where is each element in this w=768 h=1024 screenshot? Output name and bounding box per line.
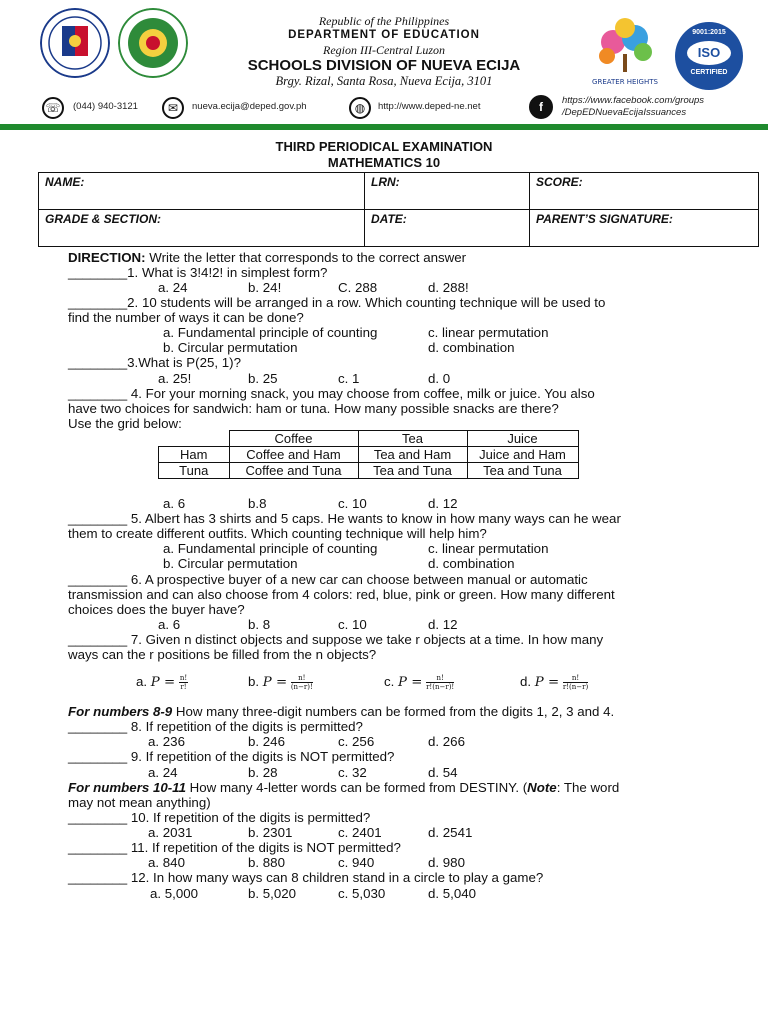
exam-subject: MATHEMATICS 10	[327, 155, 441, 170]
question-5-line1: ________ 5. Albert has 3 shirts and 5 caps. He wants to know in how many ways can he wear	[68, 511, 621, 526]
grid-header-juice: Juice	[467, 431, 578, 447]
q4-choice-a: a. 6	[163, 496, 186, 511]
q11-choice-d: d. 980	[428, 855, 465, 870]
q6-choice-c: c. 10	[338, 617, 367, 632]
student-info-table	[38, 172, 759, 247]
question-11: ________ 11. If repetition of the digits is NOT permitted?	[68, 840, 401, 855]
q8-choice-a: a. 236	[148, 734, 185, 749]
q9-choice-b: b. 28	[248, 765, 278, 780]
header-divider	[0, 124, 768, 130]
q7-choice-d	[520, 674, 588, 691]
greater-heights-logo	[583, 14, 667, 94]
grid-cell: Juice and Ham	[467, 447, 578, 463]
q4-choice-b: b.8	[248, 496, 267, 511]
set-10-11-text2: : The word	[556, 780, 620, 795]
grid-cell: Tuna	[159, 463, 230, 479]
q1-choice-a: a. 24	[158, 280, 188, 295]
q3-choice-a: a. 25!	[158, 371, 192, 386]
q5-choice-d: d. combination	[428, 556, 515, 571]
iso-certified: CERTIFIED	[690, 69, 728, 76]
q5-choice-c: c. linear permutation	[428, 541, 549, 556]
header-region: Region III-Central Luzon	[323, 43, 445, 57]
facebook-link-line2[interactable]: /DepEDNuevaEcijaIssuances	[562, 107, 687, 118]
set-10-11-text: How many 4-letter words can be formed from DESTINY. (	[185, 780, 528, 795]
q12-choice-a: a. 5,000	[150, 886, 199, 901]
iso-mark: ISO	[687, 41, 731, 65]
grid-cell: Tea and Tuna	[467, 463, 578, 479]
q7-c-label: c.	[384, 674, 395, 690]
globe-icon: ◍	[349, 97, 371, 119]
date-field[interactable]: DATE:	[365, 210, 530, 247]
phone-icon: ☏	[42, 97, 64, 119]
question-5-line2: them to create different outfits. Which counting technique will help him?	[68, 526, 487, 541]
q12-choice-d: d. 5,040	[428, 886, 477, 901]
exam-title: THIRD PERIODICAL EXAMINATION	[275, 139, 493, 154]
question-10: ________ 10. If repetition of the digits is permitted?	[68, 810, 371, 825]
q2-choice-a: a. Fundamental principle of counting	[163, 325, 378, 340]
q12-choice-b: b. 5,020	[248, 886, 297, 901]
question-2-line2: find the number of ways it can be done?	[68, 310, 304, 325]
q7-b-den: (n−r)!	[290, 683, 313, 691]
grid-cell: Tea and Tuna	[358, 463, 467, 479]
grid-cell: Tea and Ham	[358, 447, 467, 463]
name-field[interactable]: NAME:	[39, 173, 365, 210]
q3-choice-b: b. 25	[248, 371, 278, 386]
q3-choice-c: c. 1	[338, 371, 360, 386]
question-12: ________ 12. In how many ways can 8 children stand in a circle to play a game?	[68, 870, 544, 885]
q7-b-fraction	[291, 674, 313, 691]
set-10-11-note: Note	[527, 780, 557, 795]
q10-choice-a: a. 2031	[148, 825, 193, 840]
q8-choice-c: c. 256	[338, 734, 375, 749]
set-8-9-text: How many three-digit numbers can be formed from the digits 1, 2, 3 and 4.	[172, 704, 615, 719]
website-link[interactable]: http://www.deped-ne.net	[378, 101, 481, 112]
header-department: DEPARTMENT OF EDUCATION	[288, 29, 480, 41]
grid-cell: Coffee and Tuna	[229, 463, 358, 479]
facebook-link-line1[interactable]: https://www.facebook.com/groups	[562, 95, 705, 106]
q7-b-label: b.	[248, 674, 260, 690]
q7-d-num: n!	[563, 674, 588, 683]
q7-c-num: n!	[426, 674, 454, 683]
grid-header-tea: Tea	[358, 431, 467, 447]
q6-choice-a: a. 6	[158, 617, 181, 632]
q7-a-label: a.	[136, 674, 148, 690]
q7-choice-c	[384, 674, 454, 691]
q7-c-p: P =	[398, 675, 423, 691]
question-1: ________1. What is 3!4!2! in simplest form?	[68, 265, 328, 280]
iso-certified-logo	[675, 22, 743, 90]
header-republic: Republic of the Philippines	[318, 14, 450, 28]
q12-choice-c: c. 5,030	[338, 886, 386, 901]
question-6-line2: transmission and can also choose from 4 colors: red, blue, pink or green. How many different	[68, 587, 615, 602]
phone-number: (044) 940-3121	[73, 101, 138, 112]
set-8-9-instruction	[68, 704, 614, 719]
question-8: ________ 8. If repetition of the digits is permitted?	[68, 719, 363, 734]
q7-c-den: r!(n−r)!	[426, 683, 455, 691]
q9-choice-a: a. 24	[148, 765, 178, 780]
q7-a-p: P =	[150, 675, 176, 691]
q2-choice-d: d. combination	[428, 340, 515, 355]
q8-choice-b: b. 246	[248, 734, 285, 749]
grade-section-field[interactable]: GRADE & SECTION:	[39, 210, 365, 247]
q4-choice-c: c. 10	[338, 496, 367, 511]
q10-choice-b: b. 2301	[248, 825, 293, 840]
question-9: ________ 9. If repetition of the digits is NOT permitted?	[68, 749, 395, 764]
set-10-11-label: For numbers 10-11	[68, 780, 186, 795]
question-4-line3: Use the grid below:	[68, 416, 182, 431]
question-6-line1: ________ 6. A prospective buyer of a new car can choose between manual or automatic	[68, 572, 588, 587]
q5-choice-a: a. Fundamental principle of counting	[163, 541, 378, 556]
q11-choice-b: b. 880	[248, 855, 285, 870]
svg-text:GREATER HEIGHTS: GREATER HEIGHTS	[592, 78, 658, 86]
question-3: ________3.What is P(25, 1)?	[68, 355, 241, 370]
q7-d-label: d.	[520, 674, 532, 690]
q1-choice-c: C. 288	[338, 280, 378, 295]
question-6-line3: choices does the buyer have?	[68, 602, 245, 617]
question-7-line2: ways can the r positions be filled from the n objects?	[68, 647, 377, 662]
q8-choice-d: d. 266	[428, 734, 465, 749]
q7-a-num: n!	[179, 674, 188, 682]
set-10-11-instruction	[68, 780, 619, 795]
q7-a-fraction	[179, 674, 188, 691]
question-4-line1: ________ 4. For your morning snack, you may choose from coffee, milk or juice. You also	[68, 386, 595, 401]
question-2-line1: ________2. 10 students will be arranged in a row. Which counting technique will be used to	[68, 295, 606, 310]
q6-choice-b: b. 8	[248, 617, 271, 632]
q7-d-p: P =	[534, 675, 560, 691]
q7-b-p: P =	[262, 675, 288, 691]
grid-cell: Ham	[159, 447, 230, 463]
header-division: SCHOOLS DIVISION OF NUEVA ECIJA	[247, 57, 521, 74]
q9-choice-c: c. 32	[338, 765, 367, 780]
grid-corner	[159, 431, 230, 447]
q3-choice-d: d. 0	[428, 371, 451, 386]
direction	[68, 250, 466, 265]
snack-grid-table	[158, 430, 579, 479]
q10-choice-c: c. 2401	[338, 825, 382, 840]
iso-standard: 9001:2015	[692, 29, 726, 36]
score-field[interactable]: SCORE:	[530, 173, 759, 210]
parent-signature-field[interactable]: PARENT’S SIGNATURE:	[530, 210, 759, 247]
q7-choice-a	[136, 674, 188, 691]
question-4-line2: have two choices for sandwich: ham or tuna. How many possible snacks are there?	[68, 401, 559, 416]
q9-choice-d: d. 54	[428, 765, 458, 780]
direction-label: DIRECTION:	[68, 250, 146, 265]
q1-choice-b: b. 24!	[248, 280, 282, 295]
q7-d-den: r!(n−r)	[562, 683, 589, 691]
q7-choice-b	[248, 674, 313, 691]
q11-choice-a: a. 840	[148, 855, 185, 870]
q2-choice-c: c. linear permutation	[428, 325, 549, 340]
q4-choice-d: d. 12	[428, 496, 458, 511]
grid-cell: Coffee and Ham	[229, 447, 358, 463]
grid-header-coffee: Coffee	[229, 431, 358, 447]
question-7-line1: ________ 7. Given n distinct objects and suppose we take r objects at a time. In how many	[68, 632, 604, 647]
set-8-9-label: For numbers 8-9	[68, 704, 173, 719]
q7-a-den: r!	[180, 683, 187, 691]
direction-text: Write the letter that corresponds to the correct answer	[145, 250, 467, 265]
q7-d-fraction	[563, 674, 588, 691]
set-10-11-line2: may not mean anything)	[68, 795, 211, 810]
q1-choice-d: d. 288!	[428, 280, 469, 295]
header-address: Brgy. Rizal, Santa Rosa, Nueva Ecija, 3101	[275, 74, 493, 88]
lrn-field[interactable]: LRN:	[365, 173, 530, 210]
q6-choice-d: d. 12	[428, 617, 458, 632]
q11-choice-c: c. 940	[338, 855, 375, 870]
q7-c-fraction	[426, 674, 454, 691]
q2-choice-b: b. Circular permutation	[163, 340, 298, 355]
email-link[interactable]: nueva.ecija@deped.gov.ph	[192, 101, 307, 112]
q7-b-num: n!	[291, 674, 313, 683]
q10-choice-d: d. 2541	[428, 825, 473, 840]
q5-choice-b: b. Circular permutation	[163, 556, 298, 571]
facebook-icon: f	[529, 95, 553, 119]
email-icon: ✉	[162, 97, 184, 119]
